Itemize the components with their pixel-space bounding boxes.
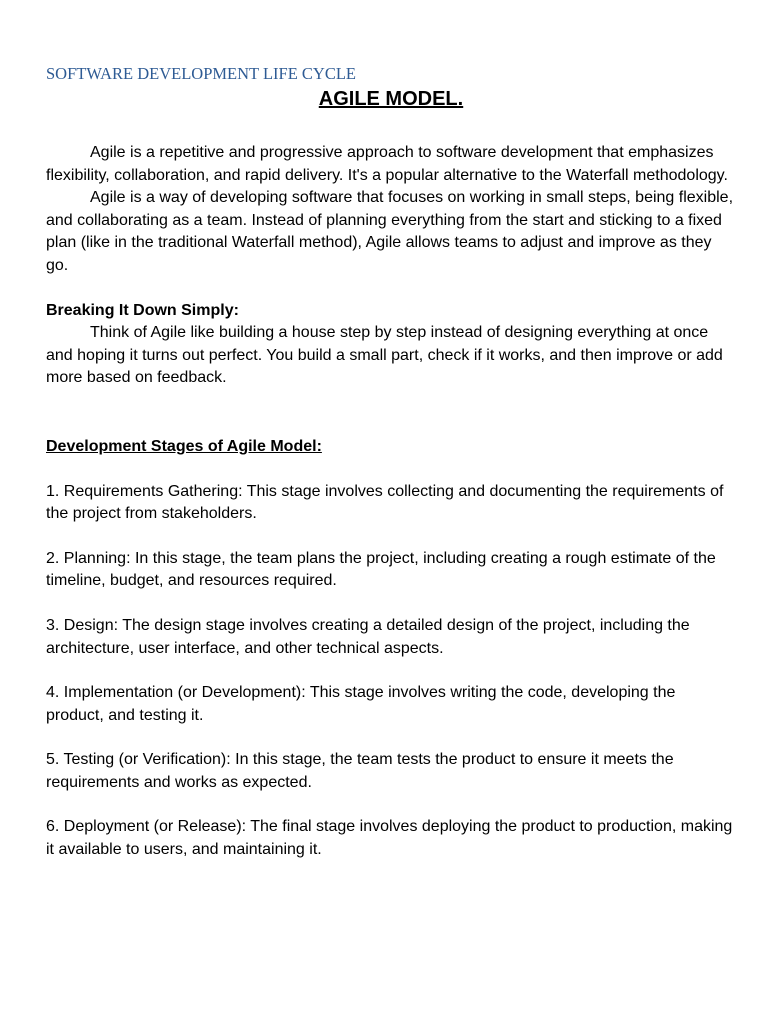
document-header: SOFTWARE DEVELOPMENT LIFE CYCLE	[46, 64, 356, 83]
stage-item: 6. Deployment (or Release): The final stage involves deploying the product to production, making it available to users, and maintaining it.	[46, 818, 733, 859]
document-page	[46, 62, 736, 862]
intro-paragraph-2: Agile is a way of developing software that focuses on working in small steps, being flexible, and collaborating as a team. Instead of planning everything from the start and sticking to a fixed plan (like in the traditional Waterfall method), Agile allows teams to adjust and improve as they go.	[46, 189, 734, 274]
stage-item: 3. Design: The design stage involves creating a detailed design of the project, including the architecture, user interface, and other technical aspects.	[46, 616, 690, 657]
stage-item: 5. Testing (or Verification): In this stage, the team tests the product to ensure it meets the requirements and works as expected.	[46, 751, 674, 791]
breakdown-paragraph: Think of Agile like building a house step by step instead of designing everything at once and hoping it turns out perfect. You build a small part, check if it works, and then improve or add more based on feedback.	[46, 324, 723, 387]
stage-item: 2. Planning: In this stage, the team plans the project, including creating a rough estimate of the timeline, budget, and resources required.	[46, 549, 716, 590]
page-title: AGILE MODEL.	[318, 88, 464, 110]
breakdown-heading: Breaking It Down Simply:	[46, 301, 239, 319]
stages-heading: Development Stages of Agile Model:	[46, 437, 322, 455]
stage-item: 1. Requirements Gathering: This stage involves collecting and documenting the requirements of the project from stakeholders.	[46, 482, 724, 523]
intro-paragraph-1: Agile is a repetitive and progressive approach to software development that emphasizes flexibility, collaboration, and rapid delivery. It's a popular alternative to the Waterfall methodology.	[46, 144, 728, 184]
stage-item: 4. Implementation (or Development): This stage involves writing the code, developing the product, and testing it.	[46, 684, 676, 724]
